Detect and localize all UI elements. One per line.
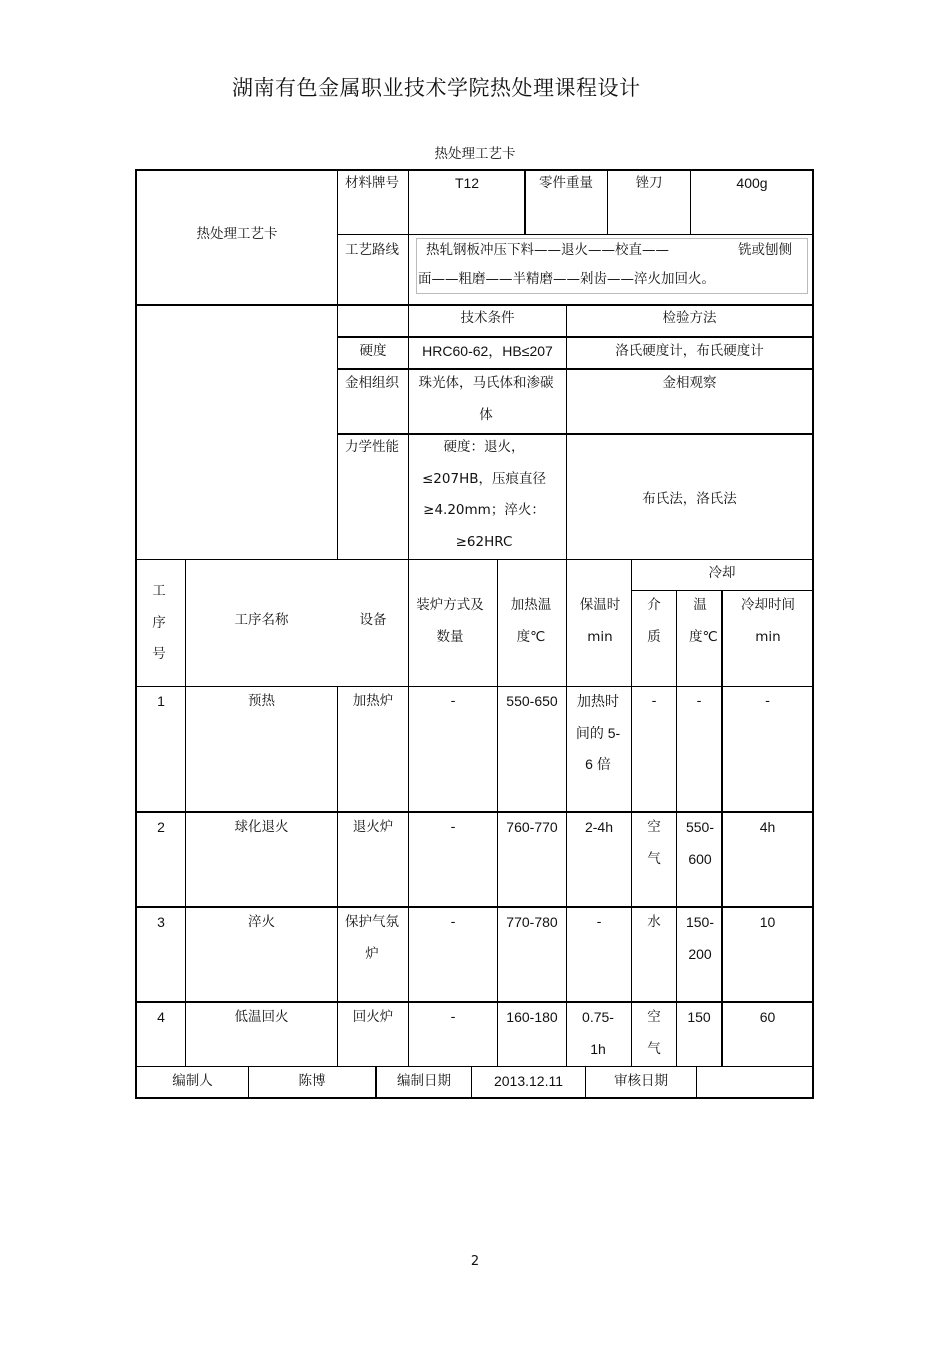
- table-row-equip: 退火炉: [352, 819, 394, 835]
- table-row-load: -: [450, 819, 456, 835]
- table-row-hold: 2-4h: [584, 819, 614, 835]
- tech-row-method: 布氏法，洛氏法: [642, 491, 737, 507]
- table-row-name: 球化退火: [234, 819, 289, 835]
- loading-header: 装炉方式及数量: [416, 597, 484, 645]
- hold-time-header: 保温时 min: [579, 597, 621, 645]
- table-row-hold: 加热时间的 5-6 倍: [575, 693, 621, 772]
- tech-row-label: 力学性能: [345, 439, 399, 455]
- table-row-ctime: 10: [759, 914, 776, 930]
- table-row-name: 低温回火: [234, 1009, 289, 1025]
- table-row-hold: 0.75-1h: [582, 1009, 614, 1057]
- tech-row-condition: HRC60-62，HB≤207: [422, 343, 553, 359]
- grid-line: [676, 590, 677, 1066]
- table-row-temp: 550-650: [506, 693, 558, 709]
- table-row-ctemp: 150-200: [685, 914, 715, 962]
- grid-line: [690, 169, 691, 235]
- table-row-temp: 160-180: [506, 1009, 558, 1025]
- table-row-equip: 加热炉: [352, 693, 394, 709]
- grid-line: [696, 1066, 697, 1098]
- tech-row-label: 硬度: [359, 343, 387, 359]
- cooling-header: 冷却: [708, 565, 736, 581]
- tech-row-method: 洛氏硬度计，布氏硬度计: [615, 343, 764, 359]
- table-row-medium: -: [651, 693, 657, 709]
- weight-label: 零件重量: [539, 175, 593, 191]
- document-title: 湖南有色金属职业技术学院热处理课程设计: [232, 76, 641, 100]
- equipment-header: 设备: [359, 612, 387, 628]
- card-label: 热处理工艺卡: [196, 226, 278, 242]
- table-row-no: 4: [157, 1009, 165, 1025]
- table-row-load: -: [450, 914, 456, 930]
- table-row-ctime: 4h: [759, 819, 776, 835]
- table-row-load: -: [450, 693, 456, 709]
- cool-time-header: 冷却时间 min: [741, 597, 795, 645]
- step-name-header: 工序名称: [234, 612, 289, 628]
- step-no-header: 工序号: [152, 583, 166, 662]
- card-caption: 热处理工艺卡: [434, 146, 516, 162]
- tech-conditions-header: 技术条件: [460, 310, 515, 326]
- table-border-left: [135, 169, 137, 1099]
- table-row-no: 3: [157, 914, 165, 930]
- weight-value: 400g: [736, 175, 768, 191]
- table-row-no: 2: [157, 819, 165, 835]
- table-row-ctime: -: [765, 693, 770, 709]
- table-row-equip: 保护气氛炉: [345, 914, 399, 962]
- route-label: 工艺路线: [345, 242, 399, 258]
- table-row-no: 1: [157, 693, 165, 709]
- compile-date-label: 编制日期: [397, 1073, 451, 1089]
- table-row-ctemp: -: [696, 693, 702, 709]
- table-row-ctime: 60: [759, 1009, 776, 1025]
- review-date-label: 审核日期: [614, 1073, 668, 1089]
- table-row-ctemp: 150: [687, 1009, 711, 1025]
- compiler-label: 编制人: [172, 1073, 213, 1089]
- table-row-ctemp: 550-600: [685, 819, 715, 867]
- table-row-medium: 空气: [647, 819, 661, 867]
- route-line-2: 面——粗磨——半精磨——剁齿——淬火加回火。: [418, 271, 715, 287]
- tech-method-header: 检验方法: [662, 310, 717, 326]
- table-row-equip: 回火炉: [352, 1009, 394, 1025]
- tech-row-label: 金相组织: [345, 375, 399, 391]
- heat-temp-header: 加热温度℃: [510, 597, 552, 645]
- table-row-name: 淬火: [248, 914, 275, 930]
- table-row-medium: 空气: [647, 1009, 661, 1057]
- material-value: T12: [454, 175, 480, 191]
- table-row-medium: 水: [647, 914, 661, 930]
- tech-row-condition: 珠光体，马氏体和渗碳体: [418, 375, 554, 423]
- material-label: 材料牌号: [345, 175, 399, 191]
- table-row-hold: -: [596, 914, 602, 930]
- grid-line: [566, 686, 567, 1066]
- route-line-1: 热轧钢板冲压下料——退火——校直——: [426, 242, 669, 258]
- table-row-load: -: [450, 1009, 456, 1025]
- part-name: 锉刀: [635, 175, 663, 191]
- compiler-name: 陈博: [298, 1073, 326, 1089]
- medium-header: 介质: [647, 597, 661, 645]
- route-line-1b: 铣或刨侧: [738, 242, 792, 258]
- grid-line: [408, 169, 409, 687]
- table-row-name: 预热: [248, 693, 275, 709]
- grid-line: [337, 433, 814, 435]
- table-border-right: [812, 169, 814, 1099]
- cool-temp-header: 温度℃: [689, 597, 718, 645]
- table-row-temp: 760-770: [506, 819, 558, 835]
- table-row-temp: 770-780: [506, 914, 558, 930]
- tech-row-condition: 硬度：退火，≤207HB，压痕直径≥4.20mm；淬火：≥62HRC: [422, 439, 546, 550]
- compile-date: 2013.12.11: [493, 1073, 564, 1089]
- page-number: 2: [470, 1254, 480, 1269]
- tech-row-method: 金相观察: [662, 375, 717, 391]
